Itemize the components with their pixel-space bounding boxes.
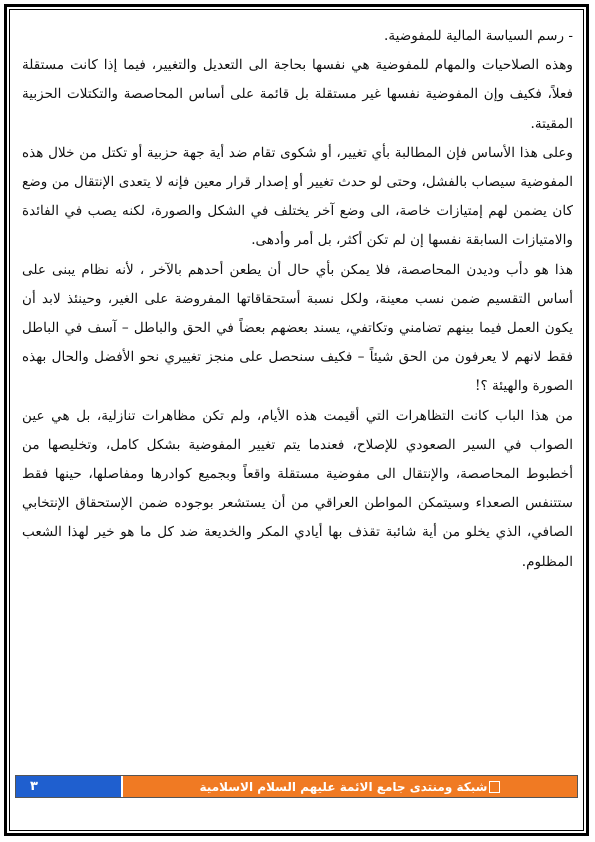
page-number: ٣ [16, 776, 123, 797]
page-footer [15, 775, 578, 798]
footer-title-bar [123, 776, 577, 797]
article-body [22, 22, 573, 577]
paragraph: - رسم السياسة المالية للمفوضية. [384, 28, 573, 44]
box-icon [489, 781, 500, 793]
paragraph: وعلى هذا الأساس فإن المطالبة بأي تغيير، أو شكوى تقام ضد أية جهة حزبية أو تكتل من خلال هذه المفوضية سيصاب بالفشل، وحتى لو حدث تغيير أو إصدار قرار معين فإنه لا يتعدى الإنتقال من وضع كان يضمن لهم إمتيازات خاصة، الى وضع آخر يختلف في الشكل والصورة، لكنه يصب في الفائدة والامتيازات السابقة نفسها إن لم تكن أكثر، بل أمر وأدهى. [22, 144, 573, 249]
paragraph: هذا هو دأب وديدن المحاصصة، فلا يمكن بأي حال أن يطعن أحدهم بالآخر ، لأنه نظام يبنى على أساس التقسيم ضمن نسب معينة، ولكل نسبة أستحقاقاتها المفروضة على الغير، وحينئذ لابد أن يكون العمل فيما بينهم تضامني وتكاتفي، يسند بعضهم بعضاً في الحق والباطل – آسف في الباطل فقط لانهم لا يعرفون من الحق شيئاً – فكيف سنحصل على منجز تغييري نحو الأفضل والحال بهذه الصورة والهيئة ؟! [22, 261, 573, 395]
footer-title: شبكة ومنتدى جامع الائمة عليهم السلام الاسلامية [199, 779, 488, 794]
paragraph: من هذا الباب كانت التظاهرات التي أقيمت هذه الأيام، ولم تكن مظاهرات تنازلية، بل هي عين الصواب في السير الصعودي للإصلاح، فعندما يتم تغيير المفوضية بشكل كامل، وتخليصها من أخطبوط المحاصصة، والإنتقال الى مفوضية مستقلة واقعاً وبجميع كوادرها ومفاصلها، حينها فقط ستتنفس الصعداء وسيتمكن المواطن العراقي من أن يستشعر بوجوده ضمن الإستحقاق الإنتخابي الصافي، الذي يخلو من أية شائبة تقذف بها أيادي المكر والخديعة ضد كل ما هو خير لهذا الشعب المظلوم. [22, 407, 573, 570]
paragraph: وهذه الصلاحيات والمهام للمفوضية هي نفسها بحاجة الى التعديل والتغيير، فيما إذا كانت مستقلة فعلاً، فكيف وإن المفوضية نفسها غير مستقلة بل قائمة على أساس المحاصصة والتكتلات الحزبية المقيتة. [22, 57, 573, 132]
